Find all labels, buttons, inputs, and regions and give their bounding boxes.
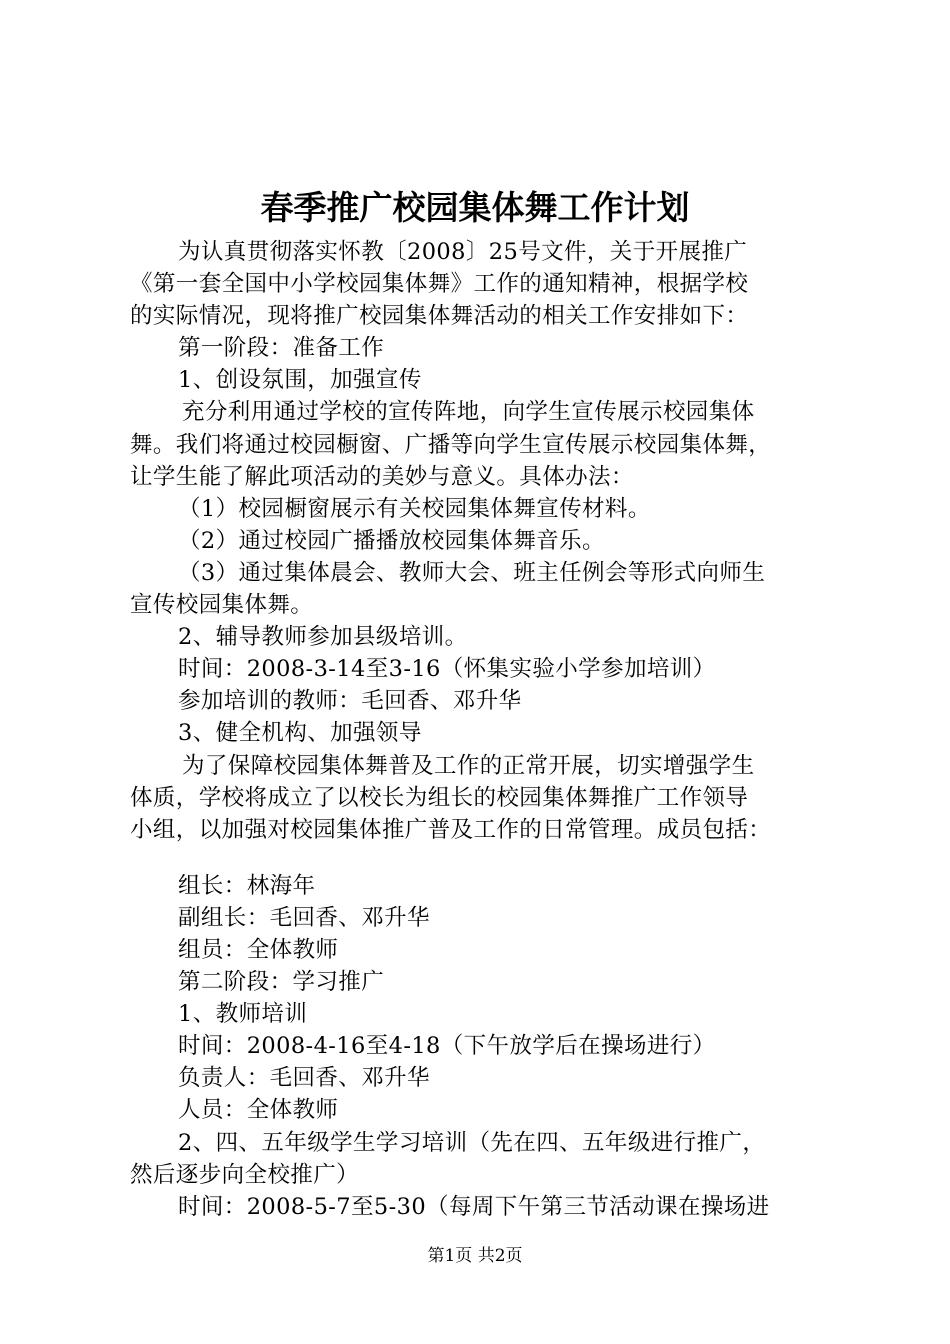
- document-title: 春季推广校园集体舞工作计划: [260, 188, 690, 227]
- paragraph-line: 然后逐步向全校推广）: [130, 1161, 360, 1188]
- subsection-heading: 2、四、五年级学生学习培训（先在四、五年级进行推广，: [178, 1129, 766, 1156]
- paragraph-line: 副组长：毛回香、邓升华: [178, 904, 430, 931]
- paragraph-line: 组长：林海年: [178, 872, 316, 899]
- list-item: （3）通过集体晨会、教师大会、班主任例会等形式向师生: [178, 559, 766, 586]
- paragraph-line: 时间：2008-4-16至4-18（下午放学后在操场进行）: [178, 1033, 716, 1060]
- paragraph-line: 宣传校园集体舞。: [130, 592, 314, 619]
- paragraph-line: 舞。我们将通过校园橱窗、广播等向学生宣传展示校园集体舞，: [130, 431, 772, 458]
- paragraph-line: 时间：2008-5-7至5-30（每周下午第三节活动课在操场进: [178, 1193, 770, 1220]
- section-heading: 第二阶段：学习推广: [178, 969, 385, 996]
- subsection-heading: 1、创设氛围，加强宣传: [178, 367, 422, 394]
- paragraph-line: 小组，以加强对校园集体推广普及工作的日常管理。成员包括：: [130, 816, 772, 843]
- paragraph-line: 时间：2008-3-14至3-16（怀集实验小学参加培训）: [178, 656, 716, 683]
- paragraph-line: 的实际情况，现将推广校园集体舞活动的相关工作安排如下：: [130, 303, 749, 330]
- paragraph-line: 组员：全体教师: [178, 936, 339, 963]
- subsection-heading: 1、教师培训: [178, 1001, 308, 1028]
- section-heading: 第一阶段：准备工作: [178, 335, 385, 362]
- paragraph-line: 为了保障校园集体舞普及工作的正常开展，切实增强学生: [182, 752, 755, 779]
- list-item: （1）校园橱窗展示有关校园集体舞宣传材料。: [178, 495, 651, 522]
- paragraph-line: 让学生能了解此项活动的美妙与意义。具体办法：: [130, 463, 634, 490]
- paragraph-line: 为认真贯彻落实怀教〔2008〕25号文件，关于开展推广: [178, 239, 748, 265]
- paragraph-line: 《第一套全国中小学校园集体舞》工作的通知精神，根据学校: [130, 271, 749, 298]
- blank-line: [130, 846, 835, 870]
- paragraph-line: 负责人：毛回香、邓升华: [178, 1065, 430, 1092]
- subsection-heading: 2、辅导教师参加县级培训。: [178, 624, 468, 651]
- document-body: [130, 236, 835, 1223]
- paragraph-line: 体质，学校将成立了以校长为组长的校园集体舞推广工作领导: [130, 784, 749, 811]
- paragraph-line: 人员：全体教师: [178, 1097, 339, 1124]
- paragraph-line: 充分利用通过学校的宣传阵地，向学生宣传展示校园集体: [182, 399, 755, 426]
- list-item: （2）通过校园广播播放校园集体舞音乐。: [178, 527, 605, 554]
- subsection-heading: 3、健全机构、加强领导: [178, 720, 422, 747]
- paragraph-line: 参加培训的教师：毛回香、邓升华: [178, 688, 522, 715]
- page-footer: 第1页 共2页: [427, 1246, 523, 1266]
